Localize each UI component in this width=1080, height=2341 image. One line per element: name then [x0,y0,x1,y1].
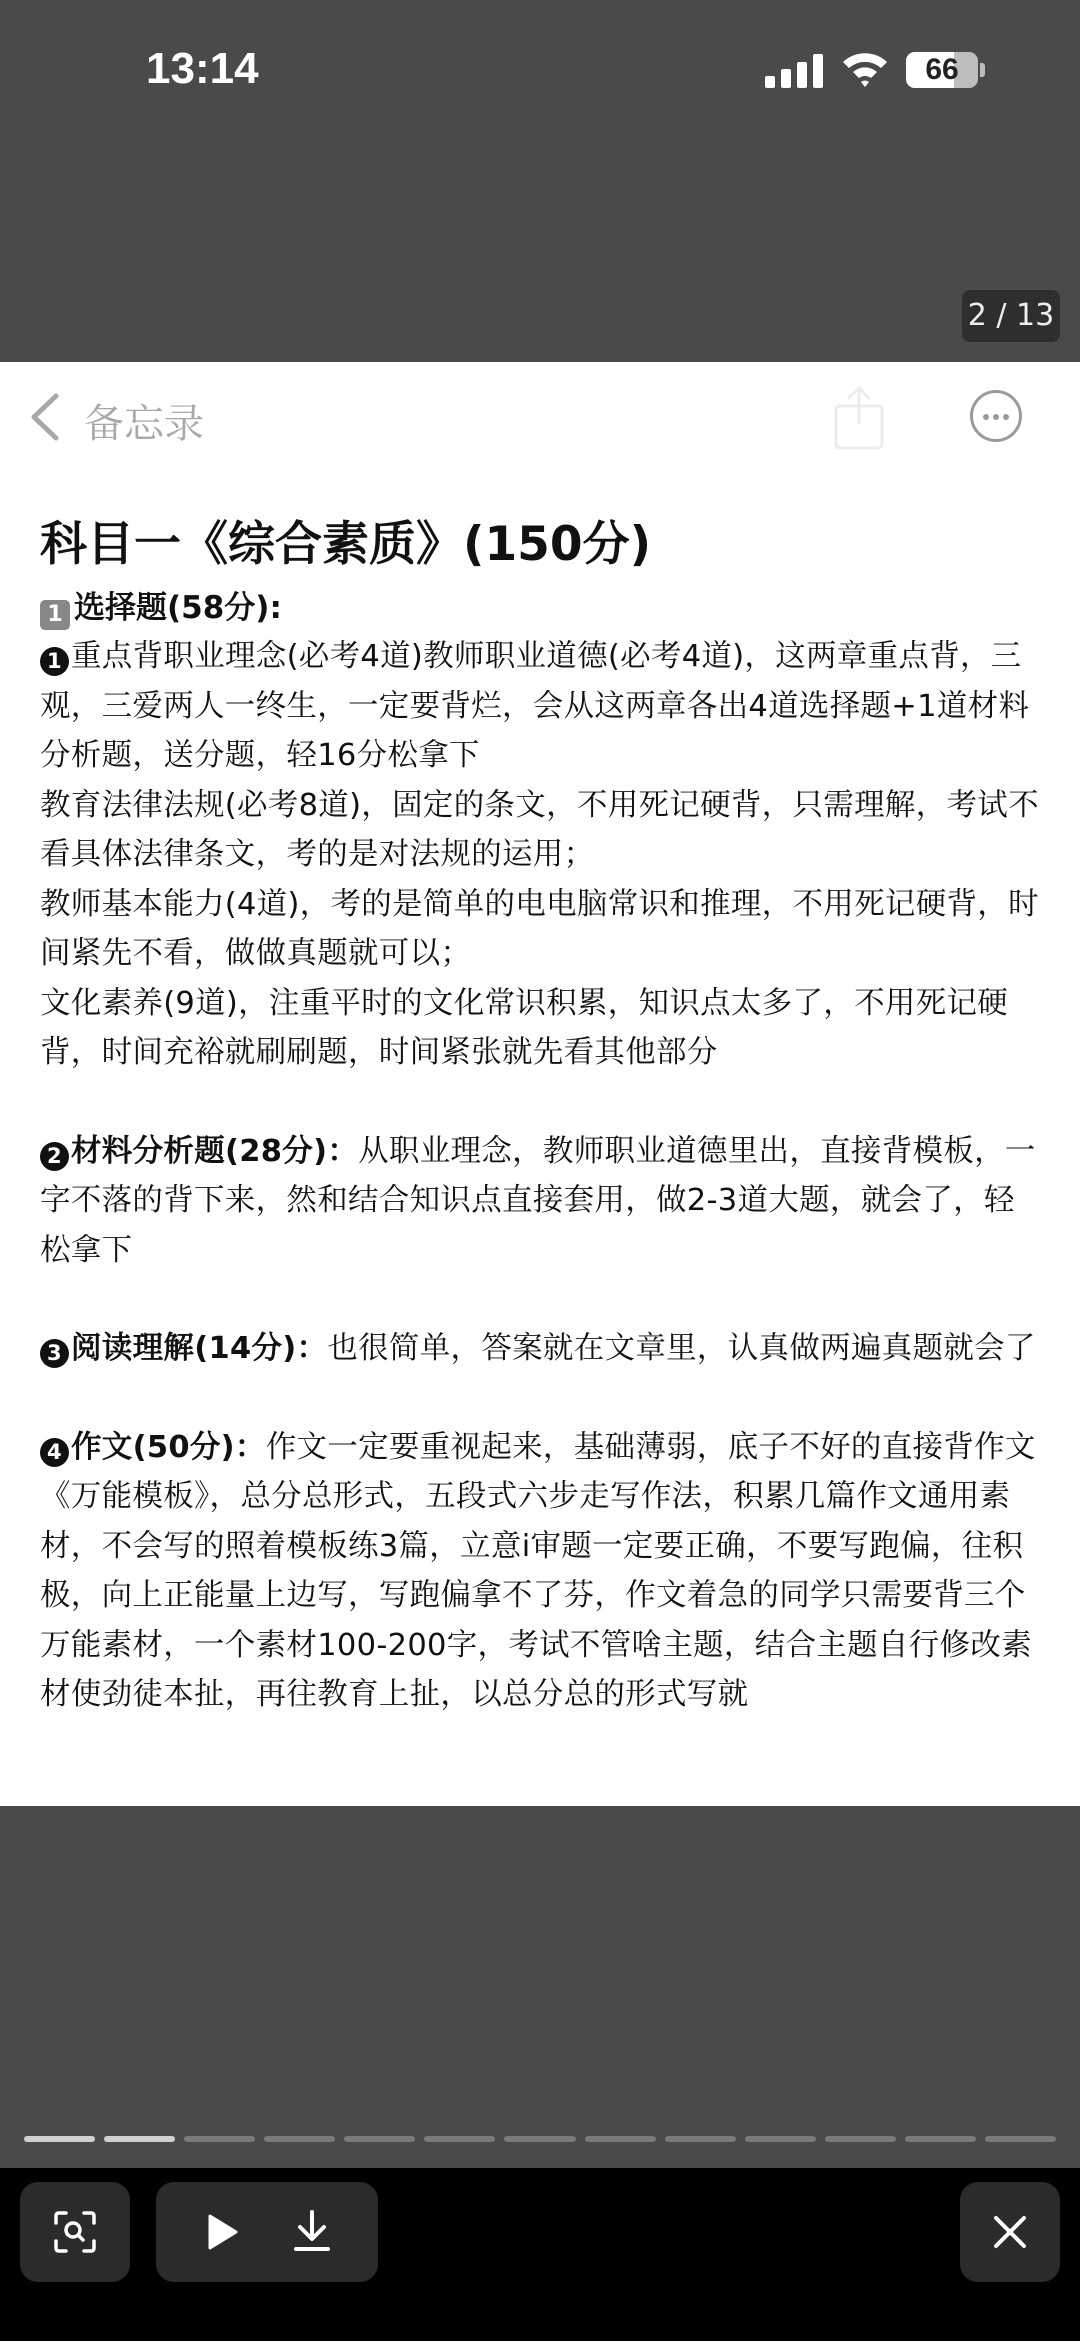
battery-tip [980,63,985,77]
note-body [40,510,1044,1720]
circled-number-icon: 3 [40,1339,69,1368]
section-heading-text: 材料分析题(28分)： [71,1133,359,1169]
paragraph: 教育法律法规(必考8道)，固定的条文，不用死记硬背，只需理解，考试不看具体法律条文，考的是对法规的运用； [40,787,1039,872]
spacer [40,1275,1044,1324]
section-heading-text: 阅读理解(14分)： [71,1331,328,1366]
progress-segment [905,2136,976,2142]
keycap-one-icon: 1 [40,600,70,630]
progress-segment [585,2136,656,2142]
text-recognition-button[interactable] [20,2182,130,2282]
back-label[interactable]: 备忘录 [84,401,204,447]
spacer [40,1078,1044,1127]
section-heading-text: 作文(50分)： [71,1429,266,1465]
battery-level: 66 [925,53,959,86]
bottom-toolbar [0,2168,1080,2341]
memo-nav-bar [0,362,1080,472]
section-multiple-choice-heading [40,584,1044,632]
more-options-icon[interactable] [970,390,1022,442]
paragraph-text: 也很简单，答案就在文章里，认真做两遍真题就会了 [327,1331,1036,1366]
battery-icon [906,52,978,88]
progress-segment [104,2136,175,2142]
progress-segment [184,2136,255,2142]
share-icon[interactable] [832,384,886,452]
paragraph [40,1127,1044,1276]
page-progress-indicator [24,2136,1056,2142]
progress-segment [504,2136,575,2142]
download-icon[interactable] [290,2208,334,2254]
section-heading-text: 选择题(58分): [74,590,282,626]
paragraph [40,1324,1044,1374]
close-icon [992,2214,1028,2250]
progress-segment [424,2136,495,2142]
paragraph: 教师基本能力(4道)，考的是简单的电电脑常识和推理，不用死记硬背，时间紧先不看，做做真题就可以； [40,886,1039,971]
status-bar [0,0,1080,150]
progress-segment [825,2136,896,2142]
scan-text-icon [52,2209,98,2255]
progress-segment [344,2136,415,2142]
media-actions-group [156,2182,378,2282]
circled-number-icon: 2 [40,1142,69,1171]
progress-segment [264,2136,335,2142]
page-counter: 2 / 13 [962,290,1060,342]
memo-screenshot [0,362,1080,1806]
paragraph [40,1423,1044,1720]
circled-number-icon: 4 [40,1438,69,1467]
progress-segment [24,2136,95,2142]
progress-segment [745,2136,816,2142]
circled-number-icon: 1 [40,647,69,676]
back-chevron-icon[interactable] [26,392,66,442]
note-title: 科目一《综合素质》(150分) [40,517,652,572]
cellular-signal-icon [765,54,823,88]
close-button[interactable] [960,2182,1060,2282]
paragraph: 文化素养(9道)，注重平时的文化常识积累，知识点太多了，不用死记硬背，时间充裕就刷刷题，时间紧张就先看其他部分 [40,985,1009,1070]
progress-segment [985,2136,1056,2142]
paragraph [40,632,1044,781]
paragraph-text: 重点背职业理念(必考4道)教师职业道德(必考4道)，这两章重点背，三观，三爱两人一终生，一定要背烂，会从这两章各出4道选择题+1道材料分析题，送分题，轻16分松拿下 [40,639,1030,773]
progress-segment [665,2136,736,2142]
paragraph-text: 作文一定要重视起来，基础薄弱，底子不好的直接背作文《万能模板》，总分总形式，五段式六步走写作法，积累几篇作文通用素材，不会写的照着模板练3篇，立意i审题一定要正确，不要写跑偏，往积极，向上正能量上边写，写跑偏拿不了芬，作文着急的同学只需要背三个万能素材，一个素材100-200字，考试不管啥主题，结合主题自行修改素材使劲徒本扯，再往教育上扯，以总分总的形式写就 [40,1429,1036,1712]
status-time: 13:14 [146,44,259,93]
wifi-icon [840,48,890,90]
play-icon[interactable] [202,2212,242,2252]
paragraph-text: 从职业理念，教师职业道德里出，直接背模板，一字不落的背下来，然和结合知识点直接套用，做2-3道大题，就会了，轻松拿下 [40,1133,1036,1268]
spacer [40,1374,1044,1423]
